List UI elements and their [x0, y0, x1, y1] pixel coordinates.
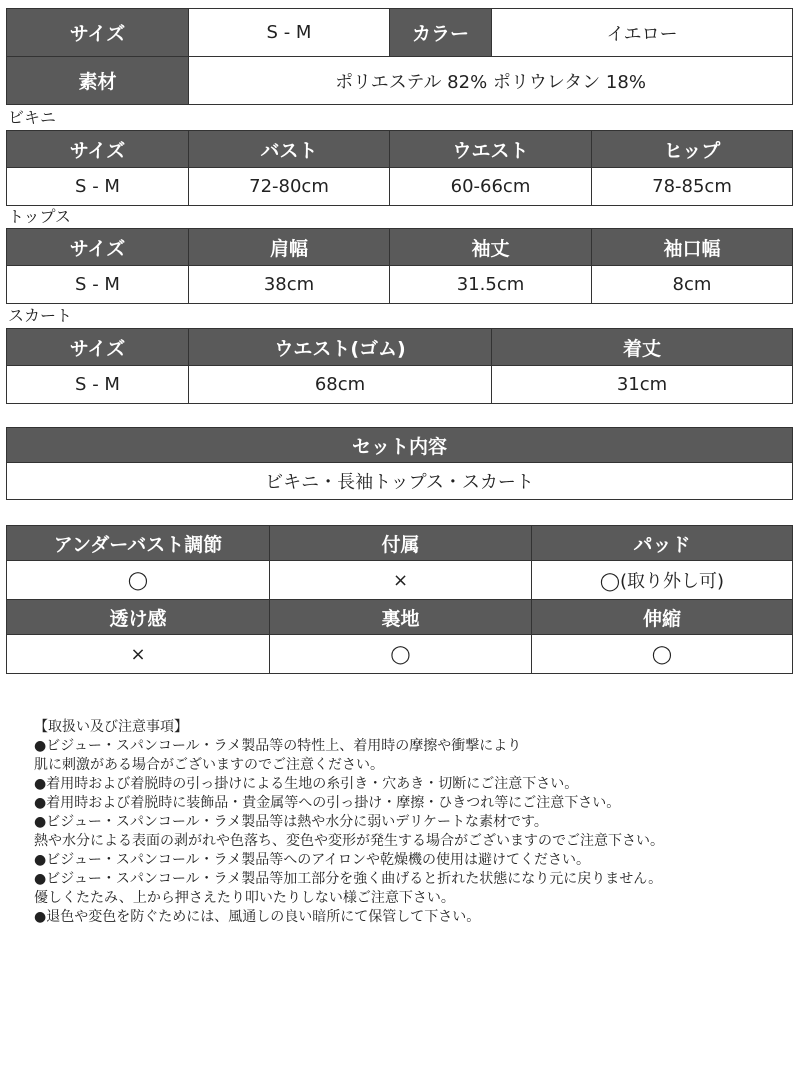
feature-header-pad: パッド — [532, 526, 793, 561]
feature-value-accessory: × — [270, 561, 532, 600]
skirt-value-waist: 68cm — [189, 366, 492, 404]
tops-header-shoulder: 肩幅 — [189, 229, 390, 266]
bikini-header-size: サイズ — [7, 131, 189, 168]
bikini-table — [6, 130, 793, 206]
feature-header-stretch: 伸縮 — [532, 600, 793, 635]
tops-header-size: サイズ — [7, 229, 189, 266]
material-value: ポリエステル 82% ポリウレタン 18% — [189, 57, 793, 105]
skirt-value-size: S - M — [7, 366, 189, 404]
feature-header-underbust: アンダーバスト調節 — [7, 526, 270, 561]
skirt-header-size: サイズ — [7, 329, 189, 366]
tops-value-shoulder: 38cm — [189, 266, 390, 304]
notes-heading: 【取扱い及び注意事項】 — [34, 719, 188, 735]
feature-value-sheerness: × — [7, 635, 270, 674]
skirt-section-title: スカート — [8, 306, 73, 325]
set-value: ビキニ・長袖トップス・スカート — [7, 463, 793, 500]
tops-value-size: S - M — [7, 266, 189, 304]
set-header: セット内容 — [7, 428, 793, 463]
size-value: S - M — [189, 9, 390, 57]
skirt-header-length: 着丈 — [492, 329, 793, 366]
features-table — [6, 525, 793, 674]
note-line: ●ビジュー・スパンコール・ラメ製品等は熱や水分に弱いデリケートな素材です。 — [34, 814, 548, 830]
note-line: ●ビジュー・スパンコール・ラメ製品等の特性上、着用時の摩擦や衝撃により — [34, 738, 522, 754]
bikini-section-title: ビキニ — [8, 108, 57, 127]
feature-header-accessory: 付属 — [270, 526, 532, 561]
note-line: 肌に刺激がある場合がございますのでご注意ください。 — [34, 757, 384, 773]
bikini-header-bust: バスト — [189, 131, 390, 168]
bikini-value-bust: 72-80cm — [189, 168, 390, 206]
care-notes — [34, 718, 664, 927]
note-line: ●ビジュー・スパンコール・ラメ製品等へのアイロンや乾燥機の使用は避けてください。 — [34, 852, 590, 868]
note-line: ●着用時および着脱時の引っ掛けによる生地の糸引き・穴あき・切断にご注意下さい。 — [34, 776, 579, 792]
feature-value-underbust: ◯ — [7, 561, 270, 600]
spec-table — [6, 8, 793, 105]
note-line: ●ビジュー・スパンコール・ラメ製品等加工部分を強く曲げると折れた状態になり元に戻りません。 — [34, 871, 663, 887]
set-table — [6, 427, 793, 500]
bikini-value-hip: 78-85cm — [592, 168, 793, 206]
tops-value-cuff-width: 8cm — [592, 266, 793, 304]
tops-table — [6, 228, 793, 304]
tops-header-cuff-width: 袖口幅 — [592, 229, 793, 266]
color-value: イエロー — [492, 9, 793, 57]
tops-section-title: トップス — [8, 207, 71, 226]
color-label: カラー — [390, 9, 492, 57]
skirt-table — [6, 328, 793, 404]
feature-value-lining: ◯ — [270, 635, 532, 674]
bikini-header-waist: ウエスト — [390, 131, 592, 168]
feature-value-stretch: ◯ — [532, 635, 793, 674]
material-label: 素材 — [7, 57, 189, 105]
note-line: ●退色や変色を防ぐためには、風通しの良い暗所にて保管して下さい。 — [34, 909, 481, 925]
note-line: ●着用時および着脱時に装飾品・貴金属等への引っ掛け・摩擦・ひきつれ等にご注意下さい。 — [34, 795, 621, 811]
tops-header-sleeve-length: 袖丈 — [390, 229, 592, 266]
feature-header-lining: 裏地 — [270, 600, 532, 635]
note-line: 優しくたたみ、上から押さえたり叩いたりしない様ご注意下さい。 — [34, 890, 455, 906]
size-label: サイズ — [7, 9, 189, 57]
bikini-header-hip: ヒップ — [592, 131, 793, 168]
skirt-value-length: 31cm — [492, 366, 793, 404]
note-line: 熱や水分による表面の剥がれや色落ち、変色や変形が発生する場合がございますのでご注意下さい。 — [34, 833, 664, 849]
bikini-value-size: S - M — [7, 168, 189, 206]
feature-value-pad: ◯(取り外し可) — [532, 561, 793, 600]
feature-header-sheerness: 透け感 — [7, 600, 270, 635]
bikini-value-waist: 60-66cm — [390, 168, 592, 206]
tops-value-sleeve-length: 31.5cm — [390, 266, 592, 304]
skirt-header-waist: ウエスト(ゴム) — [189, 329, 492, 366]
